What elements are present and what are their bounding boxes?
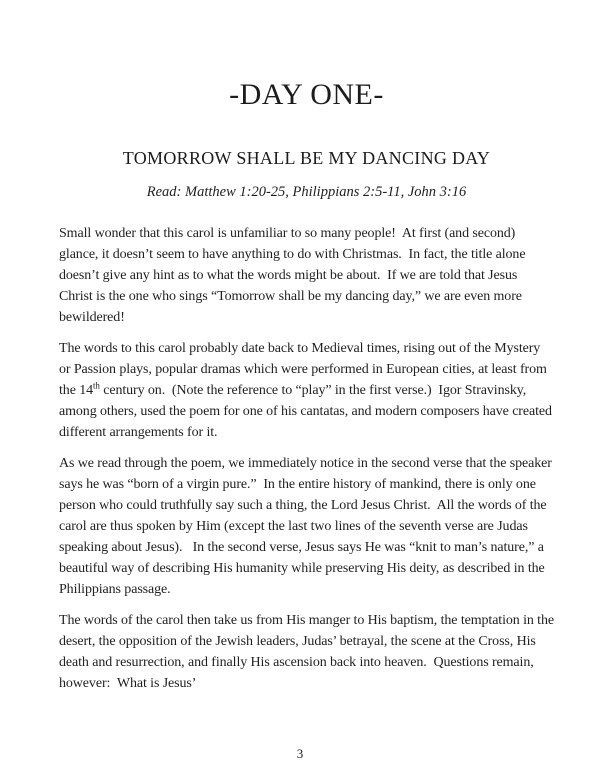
chapter-title: -DAY ONE- (229, 78, 384, 111)
page-number: 3 (296, 746, 304, 761)
ordinal-superscript: th (93, 380, 100, 391)
paragraph-3: As we read through the poem, we immediately notice in the second verse that the speaker says he was “born of a virgin pure.” In the entire history of mankind, there is only one person who could truthfully say such a thing, the Lord Jesus Christ. All the words of the carol are thus spoken by Him (except the last two lines of the seventh verse are Judas speaking about Jesus). In the second verse, Jesus says He was “knit to man’s nature,” a beautiful way of describing His humanity while preserving His deity, as described in the Philippians passage. (59, 456, 556, 598)
paragraph-2 (59, 338, 554, 443)
paragraph-2-text-before-superscript: The words to this carol probably date back to Medieval times, rising out of the Mystery or Passion plays, popular dramas which were performed in European cities, at least from the 14 (59, 341, 551, 399)
scripture-reading-reference: Read: Matthew 1:20-25, Philippians 2:5-11, John 3:16 (146, 183, 467, 200)
carol-title: TOMORROW SHALL BE MY DANCING DAY (122, 148, 491, 168)
body-text (59, 223, 558, 694)
paragraph-2-text-after-superscript: century on. (Note the reference to “play” in the first verse.) Igor Stravinsky, among others, used the poem for one of his cantatas, and modern composers have created different arrangements for it. (59, 383, 556, 441)
paragraph-1: Small wonder that this carol is unfamiliar to so many people! At first (and second) glance, it doesn’t seem to have anything to do with Christmas. In fact, the title alone doesn’t give any hint as to what the words might be about. If we are told that Jesus Christ is the one who sings “Tomorrow shall be my dancing day,” we are even more bewildered! (59, 226, 529, 326)
paragraph-4: The words of the carol then take us from His manger to His baptism, the temptation in the desert, the opposition of the Jewish leaders, Judas’ betrayal, the scene at the Cross, His death and resurrection, and finally His ascension back into heaven. Questions remain, however: What is Jesus’ (59, 613, 558, 692)
